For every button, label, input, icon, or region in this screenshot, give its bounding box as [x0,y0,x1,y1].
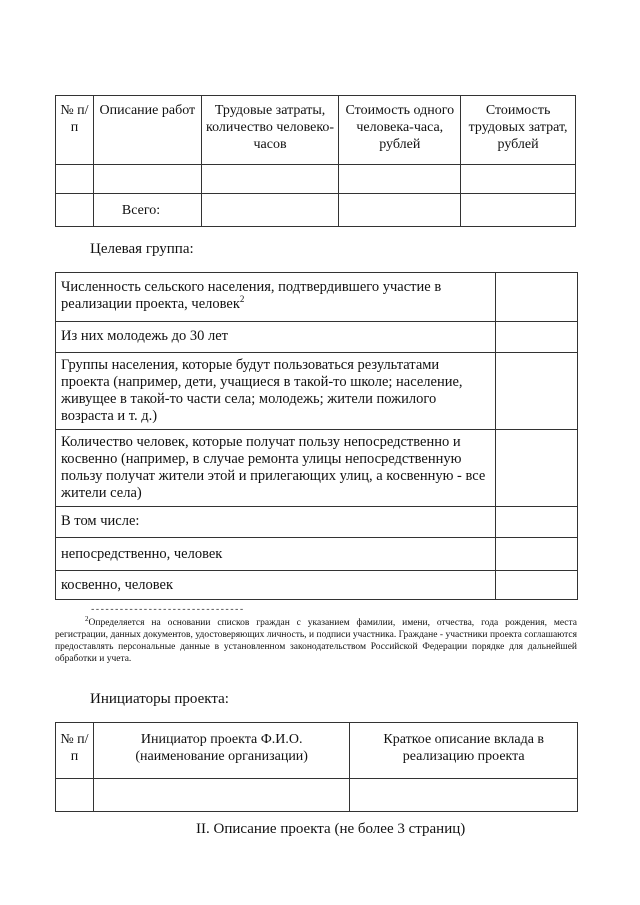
cell-contribution[interactable] [350,779,578,812]
cell-work-description[interactable] [93,165,201,194]
table-header-row [56,96,576,165]
cell-labor-cost[interactable] [461,165,576,194]
total-label: Всего: [93,194,201,227]
header-number: № п/п [56,96,94,165]
row-label: В том числе: [56,507,496,538]
cell-hour-cost[interactable] [339,165,461,194]
footnote-text: Определяется на основании списков граждан с указанием фамилии, имени, отчества, года рождения, места регистрации, данных документов, удостоверяющих личность, и подписи участника. Граждане - участники проекта соглашаются предоставлять персональные данные в установленном законодательством Российской Федерации порядке для дальнейшей обработки и учета. [55,618,577,664]
table-row [56,507,578,538]
row-label: Из них молодежь до 30 лет [56,322,496,353]
cell-number[interactable] [56,165,94,194]
initiators-table [55,722,578,812]
target-group-table [55,272,578,600]
labor-costs-table [55,95,576,227]
cell-total-hour-cost[interactable] [339,194,461,227]
cell-total-hours[interactable] [201,194,339,227]
row-value[interactable] [496,430,578,507]
table-row [56,538,578,571]
footnote [55,614,577,665]
row-value[interactable] [496,507,578,538]
header-labor-hours: Трудовые затраты, количество человеко-часов [201,96,339,165]
row-value[interactable] [496,571,578,600]
header-contribution: Краткое описание вклада в реализацию проекта [350,723,578,779]
table-row [56,430,578,507]
header-labor-cost: Стоимость трудовых затрат, рублей [461,96,576,165]
footnote-separator: -------------------------------- [90,605,244,615]
table-header-row [56,723,578,779]
target-group-title: Целевая группа: [90,241,194,257]
footnote-ref: 2 [239,294,245,305]
cell-total-cost[interactable] [461,194,576,227]
row-label: косвенно, человек [56,571,496,600]
table-row [56,779,578,812]
cell-number [56,194,94,227]
row-value[interactable] [496,322,578,353]
table-row [56,353,578,430]
header-initiator: Инициатор проекта Ф.И.О. (наименование организации) [93,723,350,779]
row-value[interactable] [496,353,578,430]
table-row [56,322,578,353]
header-hour-cost: Стоимость одного человека-часа, рублей [339,96,461,165]
cell-labor-hours[interactable] [201,165,339,194]
row-label: Численность сельского населения, подтвердившего участие в реализации проекта, человек$^2$ [56,273,496,322]
table-row [56,571,578,600]
header-number: № п/п [56,723,94,779]
total-row [56,194,576,227]
row-value[interactable] [496,538,578,571]
table-row [56,165,576,194]
row-label: Количество человек, которые получат пользу непосредственно и косвенно (например, в случае ремонта улицы непосредственную пользу получат жители этой и прилегающих улиц, а косвенную - все жители села) [56,430,496,507]
footnote-number: 2 [85,614,89,623]
row-label: непосредственно, человек [56,538,496,571]
section-title: II. Описание проекта (не более 3 страниц) [196,821,466,837]
row-label: Группы населения, которые будут пользоваться результатами проекта (например, дети, учащиеся в такой-то школе; население, живущее в такой-то части села; молодежь; жители пожилого возраста и т. д.) [56,353,496,430]
table-row [56,273,578,322]
cell-number[interactable] [56,779,94,812]
row-value[interactable] [496,273,578,322]
header-work-description: Описание работ [93,96,201,165]
initiators-title: Инициаторы проекта: [90,691,229,707]
cell-initiator[interactable] [93,779,350,812]
